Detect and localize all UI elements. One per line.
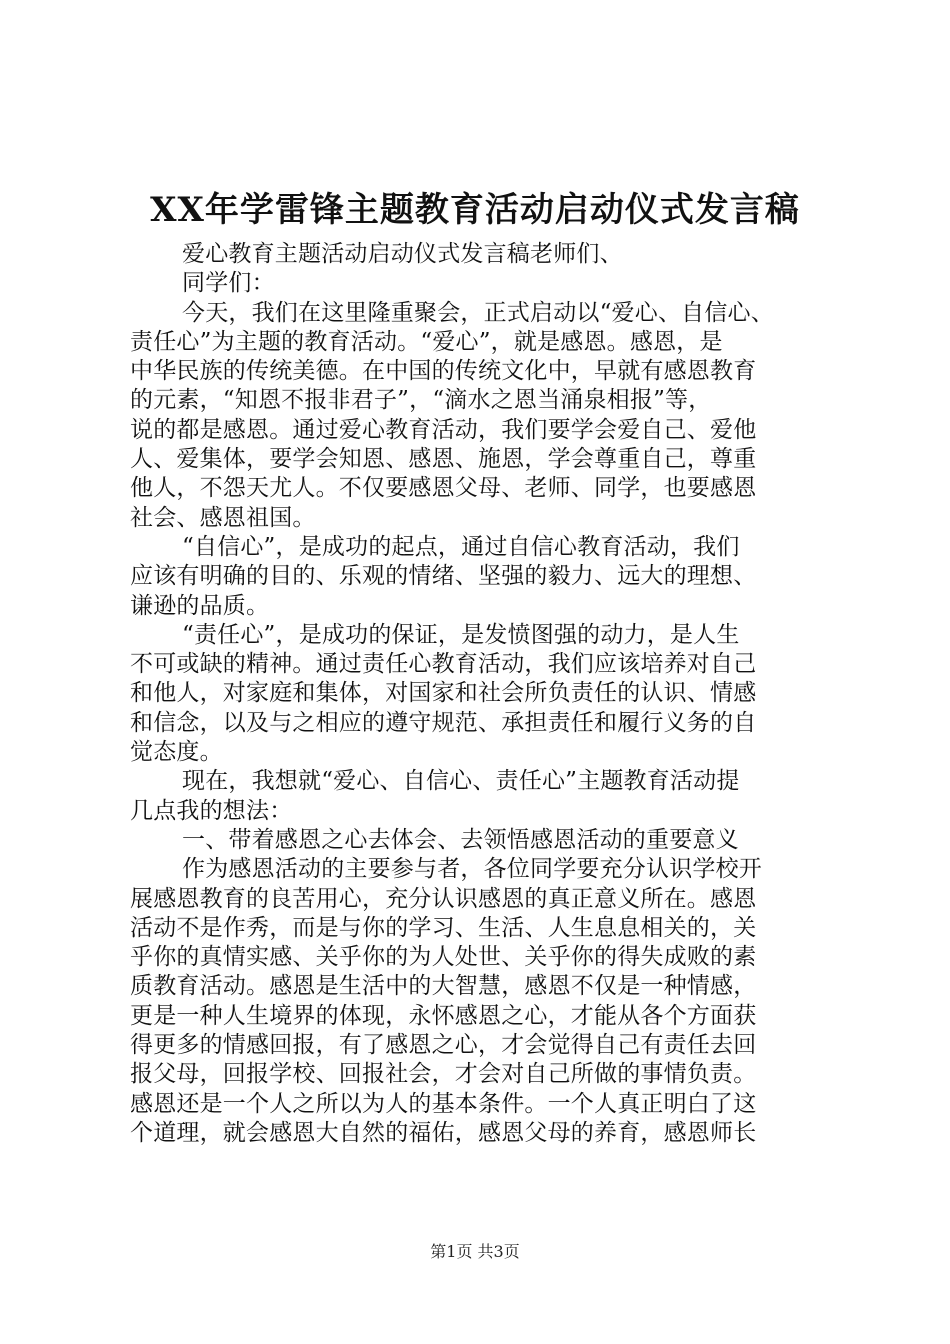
text-line: 报父母，回报学校、回报社会，才会对自己所做的事情负责。 [130, 1061, 757, 1088]
text-line: “自信心”，是成功的起点，通过自信心教育活动，我们 [182, 533, 740, 560]
text-line: 应该有明确的目的、乐观的情绪、坚强的毅力、远大的理想、 [130, 563, 757, 590]
text-line: 他人，不怨天尤人。不仅要感恩父母、老师、同学，也要感恩 [130, 475, 757, 502]
text-line: 乎你的真情实感、关乎你的为人处世、关乎你的得失成败的素 [130, 944, 757, 971]
text-line: 质教育活动。感恩是生活中的大智慧，感恩不仅是一种情感， [130, 973, 757, 1000]
text-line: 不可或缺的精神。通过责任心教育活动，我们应该培养对自己 [130, 651, 757, 678]
text-line: 一、带着感恩之心去体会、去领悟感恩活动的重要意义 [182, 826, 739, 853]
text-line: 谦逊的品质。 [130, 592, 270, 619]
text-line: 现在，我想就“爱心、自信心、责任心”主题教育活动提 [182, 768, 740, 795]
text-line: 觉态度。 [130, 739, 223, 766]
document-body [130, 240, 830, 1148]
text-line: 个道理，就会感恩大自然的福佑，感恩父母的养育，感恩师长 [130, 1119, 757, 1146]
text-line: 展感恩教育的良苦用心，充分认识感恩的真正意义所在。感恩 [130, 885, 757, 912]
text-line: 责任心”为主题的教育活动。“爱心”，就是感恩。感恩，是 [130, 328, 723, 355]
text-line: 人、爱集体，要学会知恩、感恩、施恩，学会尊重自己，尊重 [130, 446, 757, 473]
text-line: 的元素，“知恩不报非君子”，“滴水之恩当涌泉相报”等， [130, 387, 712, 414]
text-line: “责任心”，是成功的保证，是发愤图强的动力，是人生 [182, 621, 740, 648]
text-line: 得更多的情感回报，有了感恩之心，才会觉得自己有责任去回 [130, 1032, 757, 1059]
text-line: 和信念，以及与之相应的遵守规范、承担责任和履行义务的自 [130, 709, 757, 736]
text-line: 更是一种人生境界的体现，永怀感恩之心，才能从各个方面获 [130, 1002, 757, 1029]
text-line: 说的都是感恩。通过爱心教育活动，我们要学会爱自己、爱他 [130, 416, 757, 443]
text-line: 爱心教育主题活动启动仪式发言稿老师们、 [182, 241, 623, 267]
text-line: 感恩还是一个人之所以为人的基本条件。一个人真正明白了这 [130, 1090, 757, 1117]
document-title: XX年学雷锋主题教育活动启动仪式发言稿 [150, 190, 800, 230]
text-line: 中华民族的传统美德。在中国的传统文化中，早就有感恩教育 [130, 358, 757, 385]
text-line: 今天，我们在这里隆重聚会，正式启动以“爱心、自信心、 [182, 299, 774, 326]
page-footer: 第1页 共3页 [430, 1242, 520, 1261]
text-line: 社会、感恩祖国。 [130, 504, 316, 531]
text-line: 和他人，对家庭和集体，对国家和社会所负责任的认识、情感 [130, 680, 757, 707]
text-line: 活动不是作秀，而是与你的学习、生活、人生息息相关的，关 [130, 914, 757, 941]
text-line: 同学们： [182, 270, 275, 297]
text-line: 作为感恩活动的主要参与者，各位同学要充分认识学校开 [182, 856, 762, 883]
text-line: 几点我的想法： [130, 797, 293, 824]
